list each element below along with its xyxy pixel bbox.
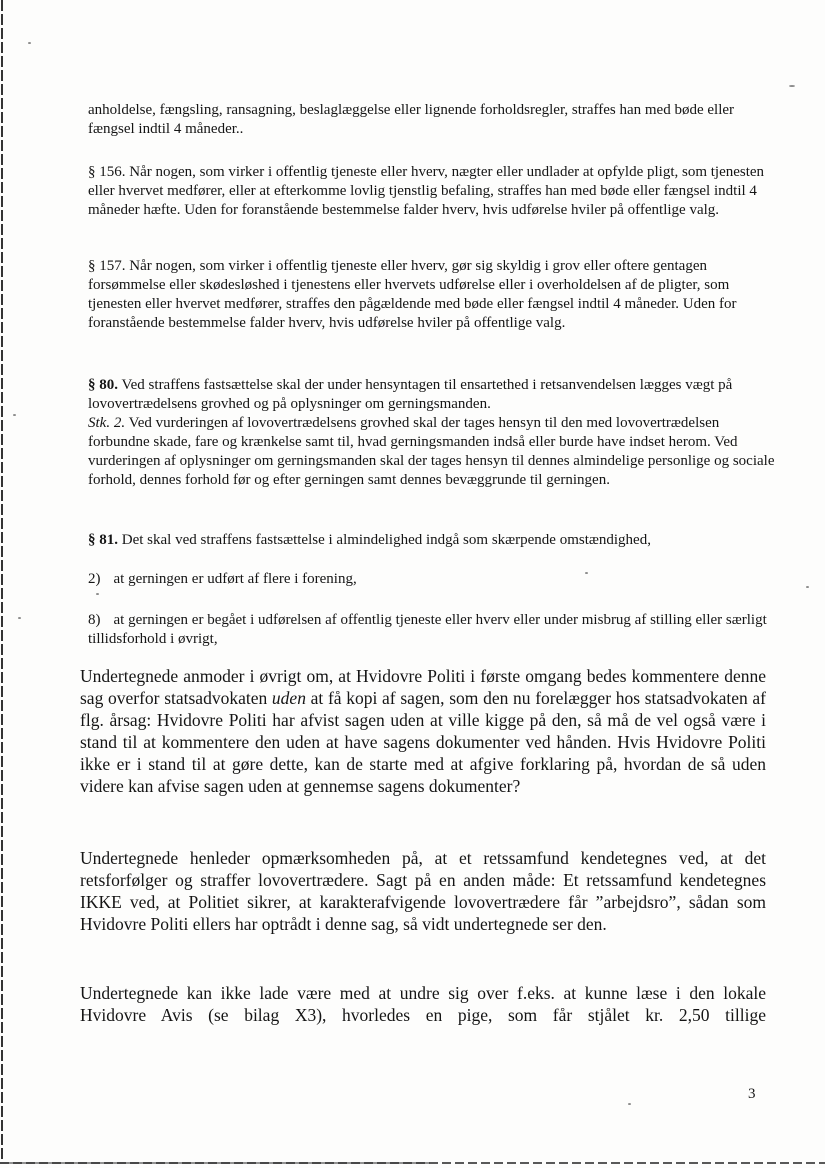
scan-speck — [28, 42, 31, 44]
statute-81-ref: § 81. — [88, 532, 118, 548]
statute-81-item-8-text: at gerningen er begået i udførelsen af offentlig tjeneste eller hverv eller under misbrug af stilling eller særligt tillidsforhold i øvrigt, — [88, 612, 767, 647]
statute-80-paragraph — [88, 376, 780, 490]
page-number: 3 — [748, 1086, 756, 1102]
statute-intro-paragraph — [88, 101, 780, 139]
statute-80-stk2-text: Ved vurderingen af lovovertrædelsens grovhed skal der tages hensyn til den med lovovertrædelsen forbundne skade, fare og krænkelse samt til, hvad gerningsmanden indså eller burde have indset herom. Ved vurderingen af oplysninger om gerningsmanden skal der tages hensyn til dennes almindelige personlige og sociale forhold, dennes forhold før og efter gerningen samt dennes bevæggrunde til gerningen. — [88, 415, 775, 488]
statute-80-text: Ved straffens fastsættelse skal der under hensyntagen til ensartethed i retsanvendelsen lægges vægt på lovovertrædelsens grovhed og på oplysninger om gerningsmanden. — [88, 377, 733, 412]
body-paragraph-2-text: Undertegnede henleder opmærksomheden på, at et retssamfund kendetegnes ved, at det retsforfølger og straffer lovovertrædere. Sagt på en anden måde: Et retssamfund kendetegnes IKKE ved, at Politiet sikrer, at karakterafvigende lovovertrædere får ”arbejdsro”, sådan som Hvidovre Politi ellers har optrådt i denne sag, så vidt undertegnede ser den. — [80, 848, 766, 934]
statute-156-paragraph — [88, 163, 780, 220]
statute-80-ref: § 80. — [88, 377, 118, 393]
statute-157-ref: § 157. — [88, 258, 126, 274]
body-paragraph-1-text-b: at få kopi af sagen, som den nu forelægger hos statsadvokaten af flg. årsag: Hvidovre Politi har afvist sagen uden at ville kigge på den, så må de vel også være i stand til at kommentere den uden at have sagens dokumenter ved hånden. Hvis Hvidovre Politi ikke er i stand til at gøre dette, kan de starte med at afgive forklaring på, hvordan de så uden videre kan afvise sagen uden at gennemse sagens dokumenter? — [80, 688, 767, 796]
statute-81-item-2-marker: 2) — [88, 571, 101, 587]
scan-edge-line-bottom-solid — [0, 1162, 430, 1164]
statute-80-stk2-ref: Stk. 2. — [88, 415, 126, 431]
statute-81-paragraph — [88, 531, 780, 550]
scan-speck — [13, 414, 16, 416]
body-paragraph-3-text: Undertegnede kan ikke lade være med at undre sig over f.eks. at kunne læse i den lokale Hvidovre Avis (se bilag X3), hvorledes en pige, som får stjålet kr. 2,50 tillige — [80, 983, 766, 1025]
statute-157-text: Når nogen, som virker i offentlig tjeneste eller hverv, gør sig skyldig i grov eller oftere gentagen forsømmelse eller skødesløshed i tjenestens eller hvervets udførelse eller i overholdelsen af de pligter, som tjenesten eller hvervet medfører, straffes den pågældende med bøde eller fængsel indtil 4 måneder. Uden for foranstående bestemmelse falder hverv, hvis udførelse hviler på offentlige valg. — [88, 258, 737, 331]
statute-81-item-8-marker: 8) — [88, 612, 101, 628]
scan-speck — [96, 593, 99, 595]
statute-81-item-8 — [88, 611, 780, 649]
statute-81-text: Det skal ved straffens fastsættelse i almindelighed indgå som skærpende omstændighed, — [121, 532, 651, 548]
body-paragraph-1-italic-word: uden — [271, 688, 306, 708]
statute-156-text: Når nogen, som virker i offentlig tjeneste eller hverv, nægter eller undlader at opfylde pligt, som tjenesten eller hvervet medfører, eller at efterkomme lovlig tjenstlig befaling, straffes han med bøde eller fængsel indtil 4 måneder hæfte. Uden for foranstående bestemmelse falder hverv, hvis udførelse hviler på offentlige valg. — [88, 164, 765, 218]
scan-speck — [628, 1103, 631, 1105]
body-paragraph-2 — [80, 847, 766, 935]
body-paragraph-1 — [80, 665, 766, 797]
body-paragraph-3 — [80, 982, 766, 1026]
statute-81-item-2 — [88, 570, 780, 589]
body-paragraph-1-text-a: Undertegnede anmoder i øvrigt om, at Hvidovre Politi i første omgang bedes kommentere denne sag overfor statsadvokaten — [80, 666, 766, 708]
statute-81-item-2-text: at gerningen er udført af flere i forening, — [113, 571, 357, 587]
statute-intro-text: anholdelse, fængsling, ransagning, beslaglæggelse eller lignende forholdsregler, straffes han med bøde eller fængsel indtil 4 måneder.. — [88, 102, 735, 137]
scan-edge-line-left — [1, 0, 3, 1162]
scan-speck — [789, 85, 795, 87]
statute-157-paragraph — [88, 257, 780, 333]
scan-speck — [806, 586, 809, 588]
statute-156-ref: § 156. — [88, 164, 126, 180]
scan-speck — [18, 617, 21, 619]
